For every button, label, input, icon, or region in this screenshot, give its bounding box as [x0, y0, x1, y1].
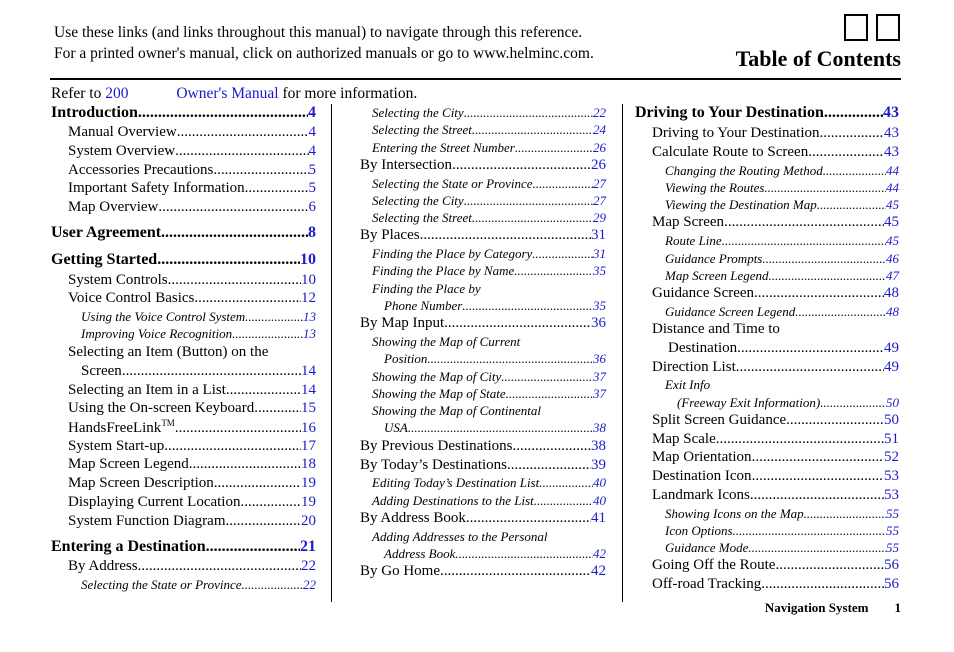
column-divider-1 [331, 104, 332, 602]
toc-entry[interactable]: By Intersection ..... 26 [360, 157, 606, 174]
toc-entry[interactable]: Driving to Your Destination ..... 43 [652, 125, 899, 142]
toc-entry[interactable]: Viewing the Routes ..... 44 [665, 180, 899, 196]
toc-entry-driving-to-destination[interactable]: Driving to Your Destination ..... 43 [635, 104, 899, 122]
toc-entry[interactable]: Off-road Tracking ..... 56 [652, 576, 899, 593]
toc-entry[interactable]: Map Scale ..... 51 [652, 431, 899, 448]
toc-entry[interactable]: System Start-up ..... 17 [68, 438, 316, 455]
toc-entry[interactable]: Destination ..... 49 [668, 340, 899, 357]
toc-entry-label: Showing the Map of Continental [372, 403, 541, 418]
toc-entry[interactable]: Improving Voice Recognition ..... 13 [81, 326, 316, 342]
toc-entry-label: Adding Addresses to the Personal [372, 529, 548, 544]
toc-entry[interactable]: Position ..... 36 [384, 351, 606, 367]
toc-entry[interactable]: Map Screen Legend ..... 47 [665, 268, 899, 284]
toc-entry[interactable]: Displaying Current Location ..... 19 [68, 494, 316, 511]
toc-entry[interactable]: Going Off the Route ..... 56 [652, 557, 899, 574]
toc-entry[interactable]: (Freeway Exit Information) ..... 50 [677, 395, 899, 411]
toc-entry[interactable]: Calculate Route to Screen ..... 43 [652, 144, 899, 161]
toc-entry-label: Exit Info [665, 377, 711, 392]
next-page-button[interactable] [876, 14, 900, 41]
toc-entry-entering-destination[interactable]: Entering a Destination ..... 21 [51, 538, 316, 556]
toc-entry[interactable]: By Map Input ..... 36 [360, 315, 606, 332]
toc-entry[interactable]: Selecting the Street ..... 29 [372, 210, 606, 226]
column-divider-2 [622, 104, 623, 602]
page-footer [765, 600, 901, 616]
refer-link-200[interactable]: 200 [105, 85, 129, 102]
toc-entry[interactable]: By Go Home ..... 42 [360, 563, 606, 580]
toc-entry[interactable]: Selecting the Street ..... 24 [372, 122, 606, 138]
toc-entry[interactable]: Address Book ..... 42 [384, 546, 606, 562]
toc-entry[interactable]: Showing the Map of City ..... 37 [372, 369, 606, 385]
toc-entry[interactable]: Direction List ..... 49 [652, 359, 899, 376]
toc-entry[interactable]: Guidance Screen Legend ..... 48 [665, 304, 899, 320]
toc-entry[interactable]: Guidance Prompts ..... 46 [665, 251, 899, 267]
toc-entry[interactable]: Voice Control Basics ..... 12 [68, 290, 316, 307]
toc-entry-label: Showing the Map of Current [372, 334, 521, 349]
toc-entry[interactable]: Showing Icons on the Map ..... 55 [665, 506, 899, 522]
toc-entry[interactable]: Route Line ..... 45 [665, 233, 899, 249]
toc-entry[interactable]: Map Overview ..... 6 [68, 199, 316, 216]
toc-entry[interactable]: By Today’s Destinations ..... 39 [360, 457, 606, 474]
toc-entry-label: Finding the Place by [372, 281, 481, 296]
toc-entry[interactable]: Showing the Map of State ..... 37 [372, 386, 606, 402]
toc-entry-label: Distance and Time to [652, 321, 780, 337]
page-title: Table of Contents [735, 46, 901, 71]
toc-entry[interactable]: Guidance Screen ..... 48 [652, 285, 899, 302]
toc-entry[interactable]: By Address Book ..... 41 [360, 510, 606, 527]
toc-entry[interactable]: Using the Voice Control System ..... 13 [81, 309, 316, 325]
toc-entry[interactable]: Selecting the City ..... 27 [372, 193, 606, 209]
toc-entry[interactable]: Adding Destinations to the List ..... 40 [372, 493, 606, 509]
toc-entry[interactable]: Selecting the City ..... 22 [372, 105, 606, 121]
toc-entry[interactable]: Landmark Icons ..... 53 [652, 487, 899, 504]
toc-entry[interactable]: Editing Today’s Destination List ..... 40 [372, 475, 606, 491]
toc-entry[interactable]: By Places ..... 31 [360, 227, 606, 244]
toc-entry[interactable]: Screen ..... 14 [81, 363, 316, 380]
toc-entry[interactable]: USA ..... 38 [384, 420, 606, 436]
intro-text [54, 22, 594, 64]
toc-entry[interactable]: System Overview ..... 4 [68, 143, 316, 160]
page-number: 1 [894, 600, 901, 615]
toc-entry[interactable]: Map Screen Legend ..... 18 [68, 456, 316, 473]
toc-entry[interactable]: Using the On-screen Keyboard ..... 15 [68, 400, 316, 417]
toc-entry[interactable]: Finding the Place by Category ..... 31 [372, 246, 606, 262]
toc-entry[interactable]: Entering the Street Number ..... 26 [372, 140, 606, 156]
intro-line-1: Use these links (and links throughout this manual) to navigate through this reference. [54, 24, 583, 41]
refer-owners-manual-link[interactable]: Owner's Manual [176, 85, 279, 102]
toc-entry[interactable]: By Address ..... 22 [68, 558, 316, 575]
toc-entry[interactable]: System Function Diagram ..... 20 [68, 513, 316, 530]
refer-line [51, 85, 417, 103]
refer-prefix: Refer to [51, 85, 102, 102]
toc-entry[interactable]: Destination Icon ..... 53 [652, 468, 899, 485]
toc-entry[interactable]: Selecting the State or Province ..... 22 [81, 577, 316, 593]
toc-entry[interactable]: Guidance Mode ..... 55 [665, 540, 899, 556]
toc-entry[interactable]: Manual Overview ..... 4 [68, 124, 316, 141]
toc-entry-getting-started[interactable]: Getting Started ..... 10 [51, 251, 316, 269]
header-divider [50, 78, 901, 80]
toc-entry-label: Selecting an Item (Button) on the [68, 344, 269, 360]
toc-entry[interactable]: Phone Number ..... 35 [384, 298, 606, 314]
toc-entry[interactable]: Split Screen Guidance ..... 50 [652, 412, 899, 429]
footer-section-name: Navigation System [764, 600, 869, 615]
toc-entry[interactable]: Changing the Routing Method ..... 44 [665, 163, 899, 179]
toc-entry[interactable]: Finding the Place by Name ..... 35 [372, 263, 606, 279]
intro-line-2: For a printed owner's manual, click on authorized manuals or go to www.helminc.com. [54, 45, 594, 62]
toc-entry[interactable]: Viewing the Destination Map ..... 45 [665, 197, 899, 213]
toc-entry[interactable]: Selecting an Item in a List ..... 14 [68, 382, 316, 399]
toc-entry[interactable]: Accessories Precautions ..... 5 [68, 162, 316, 179]
toc-entry[interactable]: Map Orientation ..... 52 [652, 449, 899, 466]
refer-suffix: for more information. [282, 85, 418, 102]
toc-entry[interactable]: Icon Options ..... 55 [665, 523, 899, 539]
toc-entry[interactable]: HandsFreeLink™ ..... 16 [68, 418, 316, 437]
toc-entry[interactable]: Selecting the State or Province ..... 27 [372, 176, 606, 192]
toc-entry[interactable]: Map Screen ..... 45 [652, 214, 899, 231]
toc-entry[interactable]: System Controls ..... 10 [68, 272, 316, 289]
toc-entry[interactable]: Map Screen Description ..... 19 [68, 475, 316, 492]
toc-entry-user-agreement[interactable]: User Agreement ..... 8 [51, 224, 316, 242]
toc-entry[interactable]: By Previous Destinations ..... 38 [360, 438, 606, 455]
toc-entry[interactable]: Important Safety Information ..... 5 [68, 180, 316, 197]
previous-page-button[interactable] [844, 14, 868, 41]
toc-entry-introduction[interactable]: Introduction ..... 4 [51, 104, 316, 122]
